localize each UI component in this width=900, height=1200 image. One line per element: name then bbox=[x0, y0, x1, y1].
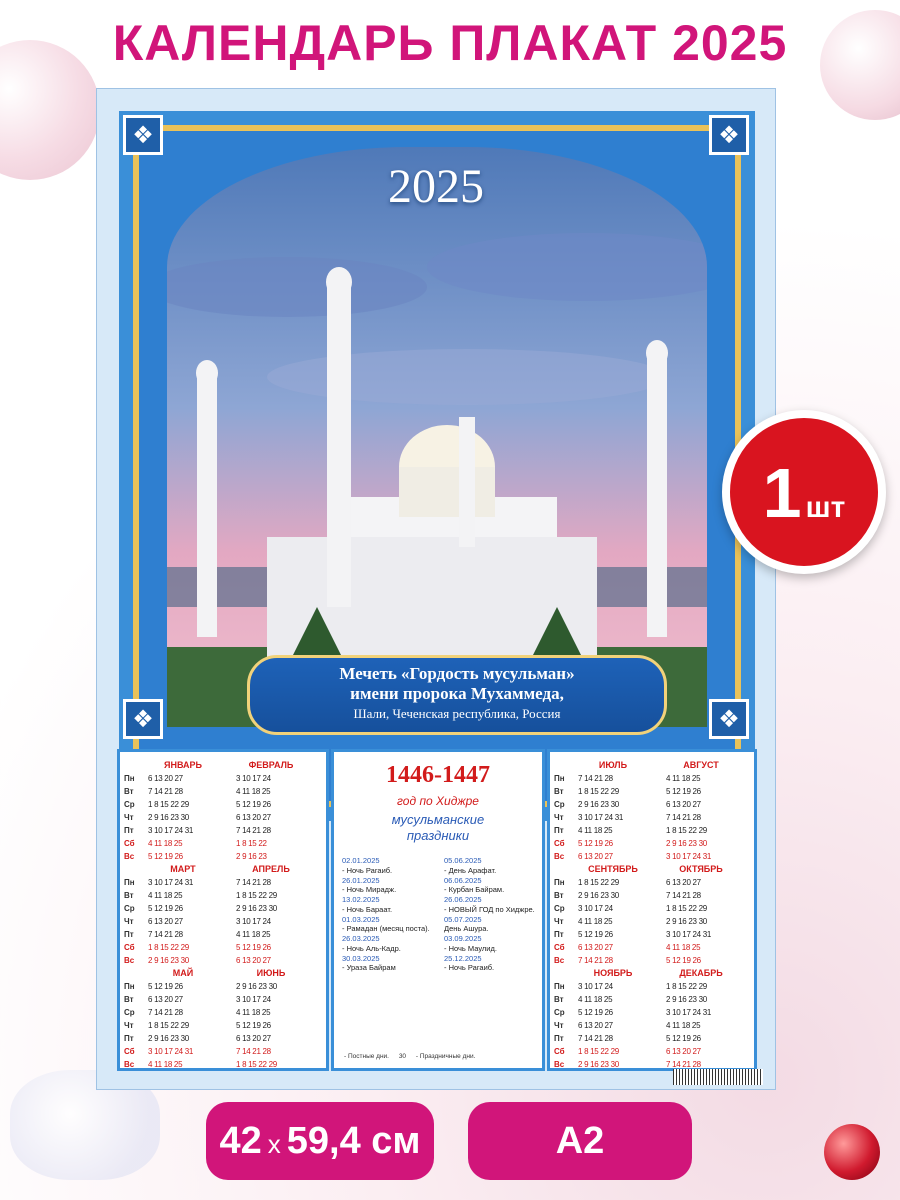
day-label: Пт bbox=[124, 826, 134, 835]
month-week-row: 1 8 15 22 29 bbox=[148, 1021, 189, 1030]
month-week-row: 3 10 17 24 bbox=[578, 982, 613, 991]
month-week-row: 5 12 19 26 bbox=[236, 800, 271, 809]
month-week-row: 2 9 16 23 30 bbox=[578, 800, 619, 809]
month-week-row: 3 10 17 24 31 bbox=[148, 1047, 194, 1056]
month-week-row: 7 14 21 28 bbox=[666, 813, 701, 822]
holidays-heading-line: праздники bbox=[406, 828, 470, 843]
month-week-row: 1 8 15 22 29 bbox=[236, 1060, 277, 1069]
size-height: 59,4 см bbox=[286, 1120, 421, 1162]
size-separator: x bbox=[267, 1129, 281, 1159]
day-label: Вс bbox=[124, 956, 135, 965]
month-week-row: 7 14 21 28 bbox=[578, 1034, 613, 1043]
day-label: Пн bbox=[124, 878, 135, 887]
month-week-row: 5 12 19 26 bbox=[578, 1008, 613, 1017]
month-week-row: 4 11 18 25 bbox=[578, 826, 613, 835]
holiday-name: - Ночь Рагаиб. bbox=[342, 865, 393, 875]
day-label: Вт bbox=[554, 995, 564, 1004]
month-week-row: 2 9 16 23 30 bbox=[148, 1034, 189, 1043]
month-week-row: 7 14 21 28 bbox=[578, 774, 613, 783]
holiday-date: 25.12.2025 bbox=[444, 953, 482, 963]
month-name: ЯНВАРЬ bbox=[164, 760, 202, 770]
barcode bbox=[673, 1069, 763, 1085]
month-week-row: 1 8 15 22 29 bbox=[578, 878, 619, 887]
month-week-row: 3 10 17 24 31 bbox=[666, 852, 712, 861]
month-week-row: 7 14 21 28 bbox=[148, 930, 183, 939]
month-name: ДЕКАБРЬ bbox=[679, 968, 723, 978]
month-week-row: 7 14 21 28 bbox=[236, 1047, 271, 1056]
size-width: 42 bbox=[219, 1120, 262, 1162]
quantity-badge bbox=[722, 410, 886, 574]
month-week-row: 6 13 20 27 bbox=[578, 943, 613, 952]
day-label: Чт bbox=[124, 917, 134, 926]
legend-holiday-sample: 30 bbox=[398, 1053, 407, 1060]
month-week-row: 1 8 15 22 29 bbox=[578, 787, 619, 796]
month-name: АВГУСТ bbox=[683, 760, 719, 770]
day-label: Ср bbox=[554, 904, 565, 913]
month-week-row: 2 9 16 23 30 bbox=[148, 813, 189, 822]
month-name: МАРТ bbox=[170, 864, 196, 874]
holidays-panel bbox=[331, 749, 545, 1071]
month-5 bbox=[236, 966, 306, 1071]
calendar-right-column bbox=[547, 749, 757, 1071]
day-label: Сб bbox=[124, 943, 135, 952]
holiday-date: 01.03.2025 bbox=[342, 914, 380, 924]
month-week-row: 1 8 15 22 29 bbox=[148, 943, 189, 952]
ornament-corner-icon: ❖ bbox=[709, 699, 749, 739]
day-label: Вс bbox=[124, 1060, 135, 1069]
day-label: Пт bbox=[124, 930, 134, 939]
holiday-name: - Ночь Мирадж. bbox=[342, 885, 397, 895]
day-labels bbox=[124, 980, 148, 1071]
holiday-date: 26.01.2025 bbox=[342, 875, 380, 885]
caption-location: Шали, Чеченская республика, Россия bbox=[353, 706, 561, 721]
month-week-row: 4 11 18 25 bbox=[236, 787, 271, 796]
month-3 bbox=[236, 862, 306, 967]
month-4 bbox=[148, 966, 218, 1071]
ornament-corner-icon: ❖ bbox=[123, 115, 163, 155]
mosque-photo bbox=[167, 147, 707, 727]
month-6 bbox=[578, 758, 648, 863]
month-name: МАЙ bbox=[172, 968, 194, 978]
month-week-row: 5 12 19 26 bbox=[148, 904, 183, 913]
holiday-date: 30.03.2025 bbox=[342, 953, 380, 963]
holiday-item bbox=[444, 954, 544, 973]
holiday-date: 26.06.2025 bbox=[444, 895, 482, 904]
month-week-row: 5 12 19 26 bbox=[578, 930, 613, 939]
holiday-name: - Ураза Байрам bbox=[342, 963, 396, 973]
holidays-heading bbox=[334, 812, 542, 844]
month-week-row: 2 9 16 23 bbox=[236, 852, 267, 861]
holiday-item bbox=[444, 876, 544, 895]
day-labels bbox=[554, 876, 578, 967]
month-week-row: 1 8 15 22 29 bbox=[666, 904, 707, 913]
holiday-date: 05.06.2025 bbox=[444, 856, 482, 865]
month-week-row: 2 9 16 23 30 bbox=[578, 1060, 619, 1069]
day-label: Сб bbox=[554, 943, 565, 952]
holiday-date: 02.01.2025 bbox=[342, 856, 380, 865]
day-label: Пн bbox=[554, 774, 565, 783]
day-label: Ср bbox=[124, 904, 135, 913]
day-label: Вс bbox=[124, 852, 135, 861]
month-8 bbox=[578, 862, 648, 967]
month-9 bbox=[666, 862, 736, 967]
mosque-caption bbox=[247, 655, 667, 735]
legend-fasting: - Постные дни. bbox=[344, 1053, 389, 1060]
month-week-row: 3 10 17 24 bbox=[236, 995, 271, 1004]
day-label: Чт bbox=[554, 813, 564, 822]
quantity-number: 1 bbox=[762, 454, 802, 532]
holiday-name: День Ашура. bbox=[444, 924, 489, 934]
month-week-row: 7 14 21 28 bbox=[236, 826, 271, 835]
holiday-name: - День Арафат. bbox=[444, 865, 497, 875]
holiday-item bbox=[444, 895, 544, 914]
month-week-row: 3 10 17 24 31 bbox=[148, 826, 194, 835]
day-label: Сб bbox=[554, 1047, 565, 1056]
month-name: АПРЕЛЬ bbox=[252, 864, 290, 874]
month-10 bbox=[578, 966, 648, 1071]
day-label: Пт bbox=[554, 1034, 564, 1043]
holiday-name: - Курбан Байрам. bbox=[444, 885, 505, 895]
holiday-name: - Ночь Бараат. bbox=[342, 904, 393, 914]
month-11 bbox=[666, 966, 736, 1071]
day-label: Вт bbox=[124, 995, 134, 1004]
holiday-item bbox=[342, 856, 442, 875]
holiday-date: 03.09.2025 bbox=[444, 934, 482, 943]
holiday-item bbox=[444, 934, 544, 953]
holiday-name: - Ночь Аль-Кадр. bbox=[342, 943, 401, 953]
month-week-row: 6 13 20 27 bbox=[236, 956, 271, 965]
day-label: Вс bbox=[554, 956, 565, 965]
day-label: Вт bbox=[124, 787, 134, 796]
day-label: Пн bbox=[554, 878, 565, 887]
month-week-row: 2 9 16 23 30 bbox=[666, 995, 707, 1004]
month-week-row: 3 10 17 24 31 bbox=[148, 878, 194, 887]
holidays-heading-line: мусульманские bbox=[391, 812, 485, 827]
holiday-name: - Рамадан (месяц поста). bbox=[342, 924, 430, 934]
month-week-row: 5 12 19 26 bbox=[148, 852, 183, 861]
holiday-name: - Ночь Маулид. bbox=[444, 943, 497, 953]
legend bbox=[344, 1053, 483, 1060]
holiday-date: 26.03.2025 bbox=[342, 934, 380, 943]
quantity-unit: шт bbox=[805, 491, 846, 524]
day-label: Пн bbox=[554, 982, 565, 991]
ornament-corner-icon: ❖ bbox=[123, 699, 163, 739]
legend-holiday: - Праздничные дни. bbox=[415, 1053, 476, 1060]
month-week-row: 2 9 16 23 30 bbox=[666, 917, 707, 926]
month-week-row: 7 14 21 28 bbox=[148, 787, 183, 796]
month-week-row: 3 10 17 24 31 bbox=[666, 1008, 712, 1017]
day-label: Сб bbox=[124, 839, 135, 848]
holiday-item bbox=[342, 895, 442, 914]
month-0 bbox=[148, 758, 218, 863]
holiday-date: 05.07.2025 bbox=[444, 914, 482, 924]
holiday-item bbox=[444, 915, 544, 934]
day-label: Пн bbox=[124, 774, 135, 783]
month-week-row: 6 13 20 27 bbox=[578, 852, 613, 861]
holiday-item bbox=[342, 915, 442, 934]
month-week-row: 6 13 20 27 bbox=[148, 774, 183, 783]
calendar-poster[interactable] bbox=[96, 88, 776, 1090]
month-week-row: 1 8 15 22 29 bbox=[666, 982, 707, 991]
month-name: ИЮЛЬ bbox=[598, 760, 628, 770]
holiday-item bbox=[342, 876, 442, 895]
day-label: Ср bbox=[124, 800, 135, 809]
format-pill: А2 bbox=[468, 1102, 692, 1180]
day-label: Ср bbox=[554, 800, 565, 809]
day-labels bbox=[554, 980, 578, 1071]
day-label: Ср bbox=[124, 1008, 135, 1017]
month-name: ФЕВРАЛЬ bbox=[248, 760, 294, 770]
month-week-row: 4 11 18 25 bbox=[666, 943, 701, 952]
month-week-row: 7 14 21 28 bbox=[666, 1060, 701, 1069]
month-week-row: 2 9 16 23 30 bbox=[236, 982, 277, 991]
day-label: Вт bbox=[124, 891, 134, 900]
day-label: Чт bbox=[124, 1021, 134, 1030]
month-name: ОКТЯБРЬ bbox=[679, 864, 723, 874]
hijri-subtitle: год по Хиджре bbox=[397, 794, 479, 808]
day-label: Чт bbox=[124, 813, 134, 822]
holiday-name: - НОВЫЙ ГОД по Хиджре. bbox=[444, 904, 535, 914]
month-week-row: 4 11 18 25 bbox=[578, 917, 613, 926]
holiday-date: 13.02.2025 bbox=[342, 895, 380, 904]
month-week-row: 5 12 19 26 bbox=[666, 1034, 701, 1043]
month-name: СЕНТЯБРЬ bbox=[588, 864, 638, 874]
day-label: Вт bbox=[554, 787, 564, 796]
month-week-row: 2 9 16 23 30 bbox=[236, 904, 277, 913]
month-week-row: 1 8 15 22 29 bbox=[578, 1047, 619, 1056]
month-week-row: 4 11 18 25 bbox=[236, 930, 271, 939]
day-label: Вт bbox=[554, 891, 564, 900]
month-week-row: 4 11 18 25 bbox=[148, 891, 183, 900]
month-name: НОЯБРЬ bbox=[593, 968, 633, 978]
day-label: Пт bbox=[554, 930, 564, 939]
month-week-row: 6 13 20 27 bbox=[236, 1034, 271, 1043]
day-label: Сб bbox=[124, 1047, 135, 1056]
month-week-row: 4 11 18 25 bbox=[148, 839, 183, 848]
month-week-row: 5 12 19 26 bbox=[578, 839, 613, 848]
month-week-row: 3 10 17 24 31 bbox=[578, 813, 624, 822]
day-label: Вс bbox=[554, 852, 565, 861]
red-ornament-ball bbox=[824, 1124, 880, 1180]
month-week-row: 1 8 15 22 29 bbox=[236, 891, 277, 900]
month-week-row: 7 14 21 28 bbox=[236, 878, 271, 887]
month-7 bbox=[666, 758, 736, 863]
month-week-row: 2 9 16 23 30 bbox=[578, 891, 619, 900]
month-week-row: 5 12 19 26 bbox=[666, 956, 701, 965]
month-week-row: 6 13 20 27 bbox=[148, 995, 183, 1004]
day-labels bbox=[124, 772, 148, 863]
day-label: Ср bbox=[554, 1008, 565, 1017]
ornament-corner-icon: ❖ bbox=[709, 115, 749, 155]
caption-line: имени пророка Мухаммеда, bbox=[350, 684, 564, 703]
hijri-years: 1446-1447 bbox=[386, 762, 490, 788]
month-week-row: 3 10 17 24 bbox=[236, 917, 271, 926]
calendar-left-column bbox=[117, 749, 329, 1071]
holiday-item bbox=[342, 934, 442, 953]
month-week-row: 6 13 20 27 bbox=[236, 813, 271, 822]
month-week-row: 4 11 18 25 bbox=[666, 774, 701, 783]
day-label: Пн bbox=[124, 982, 135, 991]
month-week-row: 1 8 15 22 29 bbox=[666, 826, 707, 835]
day-label: Пт bbox=[124, 1034, 134, 1043]
month-week-row: 5 12 19 26 bbox=[236, 943, 271, 952]
month-week-row: 4 11 18 25 bbox=[148, 1060, 183, 1069]
month-week-row: 2 9 16 23 30 bbox=[148, 956, 189, 965]
poster-year: 2025 bbox=[388, 160, 484, 213]
month-week-row: 6 13 20 27 bbox=[578, 1021, 613, 1030]
size-pill bbox=[206, 1102, 434, 1180]
month-week-row: 6 13 20 27 bbox=[666, 800, 701, 809]
month-week-row: 5 12 19 26 bbox=[148, 982, 183, 991]
month-name: ИЮНЬ bbox=[256, 968, 286, 978]
day-label: Вс bbox=[554, 1060, 565, 1069]
month-week-row: 1 8 15 22 bbox=[236, 839, 267, 848]
holiday-item bbox=[444, 856, 544, 875]
holiday-name: - Ночь Рагаиб. bbox=[444, 963, 495, 973]
day-labels bbox=[554, 772, 578, 863]
day-label: Чт bbox=[554, 917, 564, 926]
caption-line: Мечеть «Гордость мусульман» bbox=[339, 664, 575, 683]
month-week-row: 5 12 19 26 bbox=[236, 1021, 271, 1030]
month-week-row: 6 13 20 27 bbox=[666, 878, 701, 887]
day-labels bbox=[124, 876, 148, 967]
month-week-row: 6 13 20 27 bbox=[148, 917, 183, 926]
month-week-row: 5 12 19 26 bbox=[666, 787, 701, 796]
holiday-date: 06.06.2025 bbox=[444, 875, 482, 885]
month-week-row: 6 13 20 27 bbox=[666, 1047, 701, 1056]
month-week-row: 2 9 16 23 30 bbox=[666, 839, 707, 848]
month-week-row: 4 11 18 25 bbox=[236, 1008, 271, 1017]
month-week-row: 7 14 21 28 bbox=[148, 1008, 183, 1017]
day-label: Сб bbox=[554, 839, 565, 848]
calendar-grid bbox=[117, 749, 757, 1071]
month-week-row: 1 8 15 22 29 bbox=[148, 800, 189, 809]
day-label: Пт bbox=[554, 826, 564, 835]
month-week-row: 3 10 17 24 31 bbox=[666, 930, 712, 939]
month-1 bbox=[236, 758, 306, 863]
month-week-row: 4 11 18 25 bbox=[666, 1021, 701, 1030]
month-week-row: 3 10 17 24 bbox=[578, 904, 613, 913]
month-week-row: 7 14 21 28 bbox=[578, 956, 613, 965]
day-label: Чт bbox=[554, 1021, 564, 1030]
product-title: КАЛЕНДАРЬ ПЛАКАТ 2025 bbox=[112, 15, 788, 71]
holiday-item bbox=[342, 954, 442, 973]
month-2 bbox=[148, 862, 218, 967]
month-week-row: 4 11 18 25 bbox=[578, 995, 613, 1004]
month-week-row: 7 14 21 28 bbox=[666, 891, 701, 900]
month-week-row: 3 10 17 24 bbox=[236, 774, 271, 783]
